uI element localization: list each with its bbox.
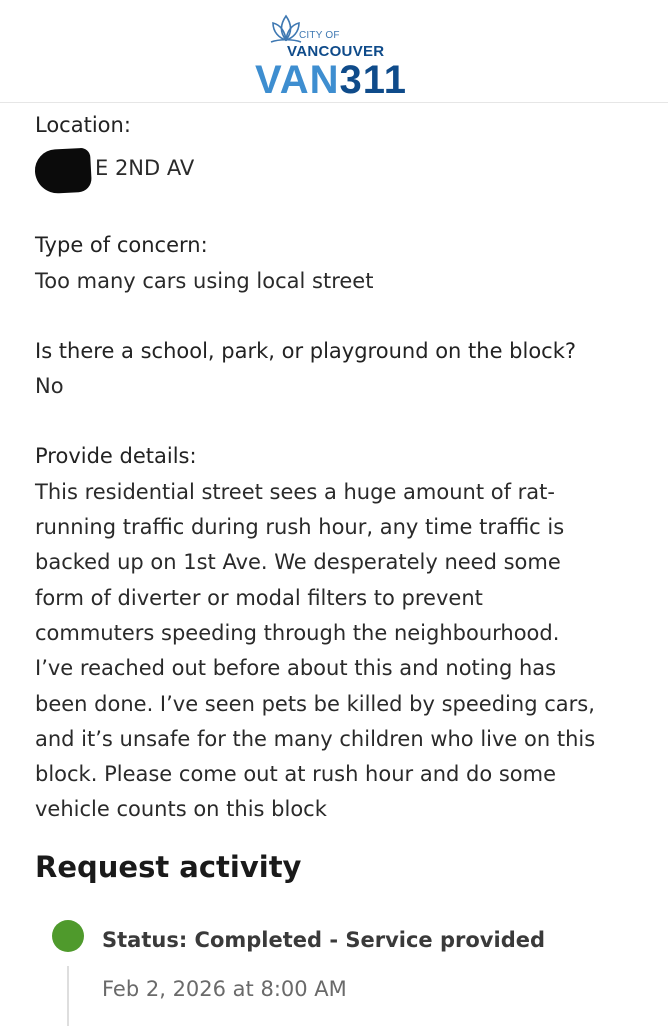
concern-label: Type of concern: bbox=[35, 233, 208, 258]
school-question-label: Is there a school, park, or playground on the block? bbox=[35, 338, 577, 363]
details-line: running traffic during rush hour, any time traffic is bbox=[35, 515, 565, 540]
location-value: E 2ND AV bbox=[95, 155, 195, 180]
logo-van311 bbox=[255, 58, 407, 102]
timeline-line bbox=[67, 966, 69, 1026]
location-row bbox=[35, 143, 645, 193]
details-line: I’ve reached out before about this and noting has bbox=[35, 656, 557, 681]
request-activity-heading: Request activity bbox=[35, 850, 302, 884]
flower-icon bbox=[269, 12, 303, 44]
concern-value: Too many cars using local street bbox=[35, 268, 374, 293]
school-answer-value: No bbox=[35, 374, 64, 399]
details-line: been done. I’ve seen pets be killed by speeding cars, bbox=[35, 691, 595, 716]
logo-vancouver: VANCOUVER bbox=[287, 43, 385, 60]
app-header bbox=[0, 0, 668, 103]
logo-van: VAN bbox=[255, 58, 340, 102]
details-line: backed up on 1st Ave. We desperately need some bbox=[35, 550, 561, 575]
details-line: and it’s unsafe for the many children who live on this bbox=[35, 726, 596, 751]
logo-311: 311 bbox=[339, 58, 408, 102]
details-line: vehicle counts on this block bbox=[35, 797, 327, 822]
status-date: Feb 2, 2026 at 8:00 AM bbox=[102, 977, 347, 1001]
details-line: block. Please come out at rush hour and do some bbox=[35, 762, 557, 787]
details-line: form of diverter or modal filters to prevent bbox=[35, 585, 483, 610]
logo-city-of: CITY OF bbox=[299, 30, 340, 41]
details-line: This residential street sees a huge amount of rat- bbox=[35, 479, 555, 504]
details-line: commuters speeding through the neighbourhood. bbox=[35, 620, 560, 645]
request-details bbox=[35, 108, 645, 863]
school-block bbox=[35, 334, 645, 405]
activity-timeline bbox=[50, 920, 650, 1023]
van311-logo[interactable] bbox=[255, 10, 425, 100]
details-block bbox=[35, 439, 645, 827]
redaction-mark bbox=[34, 148, 92, 195]
status-completed-dot bbox=[52, 920, 84, 952]
location-block bbox=[35, 108, 645, 193]
details-label: Provide details: bbox=[35, 444, 197, 469]
concern-block bbox=[35, 228, 645, 299]
location-label: Location: bbox=[35, 113, 131, 137]
status-text: Status: Completed - Service provided bbox=[102, 928, 545, 952]
